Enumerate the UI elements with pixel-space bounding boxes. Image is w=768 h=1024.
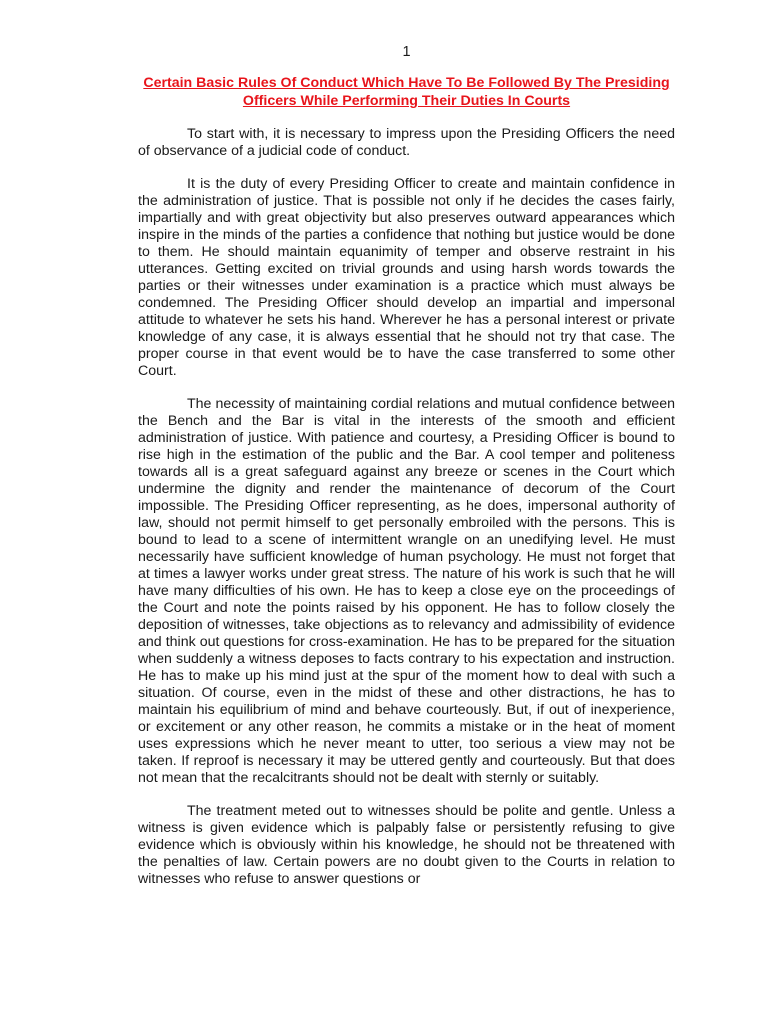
page-number: 1 xyxy=(402,44,411,60)
paragraph-3: The necessity of maintaining cordial relations and mutual confidence between the Bench and the Bar is vital in the interests of the smooth and efficient administration of justice. With patience and courtesy, a Presiding Officer is bound to rise high in the estimation of the public and the Bar. A cool temper and politeness towards all is a great safeguard against any breeze or scenes in the Court which undermine the dignity and render the maintenance of decorum of the Court impossible. The Presiding Officer representing, as he does, impersonal authority of law, should not permit himself to get personally embroiled with the persons. This is bound to lead to a scene of intermittent wrangle on an unedifying level. He must necessarily have sufficient knowledge of human psychology. He must not forget that at times a lawyer works under great stress. The nature of his work is such that he will have many difficulties of his own. He has to keep a close eye on the proceedings of the Court and note the points raised by his opponent. He has to follow closely the deposition of witnesses, take objections as to relevancy and admissibility of evidence and think out questions for cross-examination. He has to be prepared for the situation when suddenly a witness deposes to facts contrary to his expectation and instruction. He has to make up his mind just at the spur of the moment how to deal with such a situation. Of course, even in the midst of these and other distractions, he has to maintain his equilibrium of mind and behave courteously. But, if out of inexperience, or excitement or any other reason, he commits a mistake or in the heat of moment uses expressions which he never meant to utter, too serious a view may not be taken. If reproof is necessary it may be uttered gently and courteously. But that does not mean that the recalcitrants should not be dealt with sternly or suitably. xyxy=(138,396,675,786)
paragraph-1: To start with, it is necessary to impress upon the Presiding Officers the need of observance of a judicial code of conduct. xyxy=(138,126,675,159)
paragraph-4: The treatment meted out to witnesses should be polite and gentle. Unless a witness is given evidence which is palpably false or persistently refusing to give evidence which is obviously within his knowledge, he should not be threatened with the penalties of law. Certain powers are no doubt given to the Courts in relation to witnesses who refuse to answer questions or xyxy=(138,803,675,887)
document-page xyxy=(138,38,675,904)
document-title: Certain Basic Rules Of Conduct Which Have To Be Followed By The Presiding Officers While Performing Their Duties In Courts xyxy=(143,75,670,109)
paragraph-2: It is the duty of every Presiding Officer to create and maintain confidence in the administration of justice. That is possible not only if he decides the cases fairly, impartially and with great objectivity but also preserves outward appearances which inspire in the minds of the parties a confidence that nothing but justice would be done to them. He should maintain equanimity of temper and observe restraint in his utterances. Getting excited on trivial grounds and using harsh words towards the parties or their witnesses under examination is a practice which must always be condemned. The Presiding Officer should develop an impartial and impersonal attitude to whatever he sets his hand. Wherever he has a personal interest or private knowledge of any case, it is always essential that he should not try that case. The proper course in that event would be to have the case transferred to some other Court. xyxy=(138,176,675,379)
